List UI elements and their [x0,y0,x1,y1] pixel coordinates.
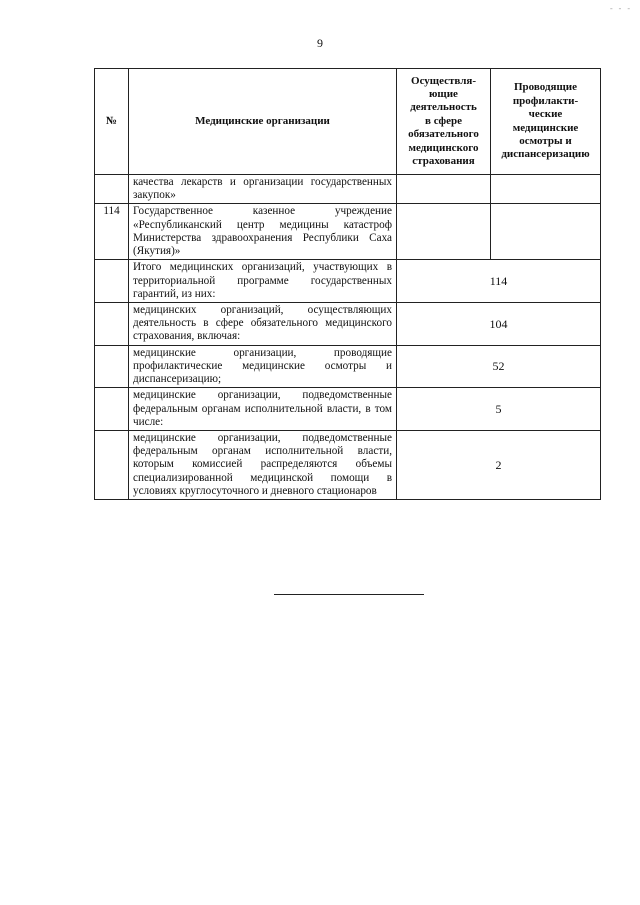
summary-value: 114 [397,260,601,303]
table-header-row [95,69,601,175]
summary-label: медицинские организации, подведомственные федеральным органам исполнительной власти, в том числе: [129,388,397,431]
summary-number-cell [95,260,129,303]
header-oms: Осуществля- ющие деятельность в сфере обязательного медицинского страхования [397,69,491,175]
summary-value: 5 [397,388,601,431]
summary-value: 52 [397,345,601,388]
row-organization: качества лекарств и организации государственных закупок» [129,175,397,204]
header-number: № [95,69,129,175]
summary-row [95,388,601,431]
row-preventive-cell [491,204,601,260]
organizations-table [94,68,601,500]
end-of-document-line [274,594,424,595]
table-row [95,175,601,204]
summary-number-cell [95,345,129,388]
row-number: 114 [95,204,129,260]
summary-row [95,430,601,499]
summary-number-cell [95,302,129,345]
summary-value: 104 [397,302,601,345]
row-oms-cell [397,175,491,204]
summary-row [95,345,601,388]
summary-row [95,260,601,303]
summary-row [95,302,601,345]
summary-number-cell [95,388,129,431]
table-row [95,204,601,260]
summary-label: медицинские организации, проводящие профилактические медицинские осмотры и диспансеризацию; [129,345,397,388]
row-oms-cell [397,204,491,260]
summary-label: медицинских организаций, осуществляющих деятельность в сфере обязательного медицинского страхования, включая: [129,302,397,345]
summary-number-cell [95,430,129,499]
summary-label: медицинские организации, подведомственные федеральным органам исполнительной власти, которым комиссией распределяются объемы специализированной медицинской помощи в условиях круглосуточного и дневного стационаров [129,430,397,499]
row-organization: Государственное казенное учреждение «Республиканский центр медицины катастроф Министерства здравоохранения Республики Саха (Якутия)» [129,204,397,260]
row-number [95,175,129,204]
summary-value: 2 [397,430,601,499]
page-number: 9 [317,36,323,50]
scan-corner-mark: - - - [610,4,632,13]
header-preventive: Проводящие профилакти- ческие медицинские осмотры и диспансеризацию [491,69,601,175]
header-organizations: Медицинские организации [129,69,397,175]
summary-label: Итого медицинских организаций, участвующих в территориальной программе государственных гарантий, из них: [129,260,397,303]
row-preventive-cell [491,175,601,204]
